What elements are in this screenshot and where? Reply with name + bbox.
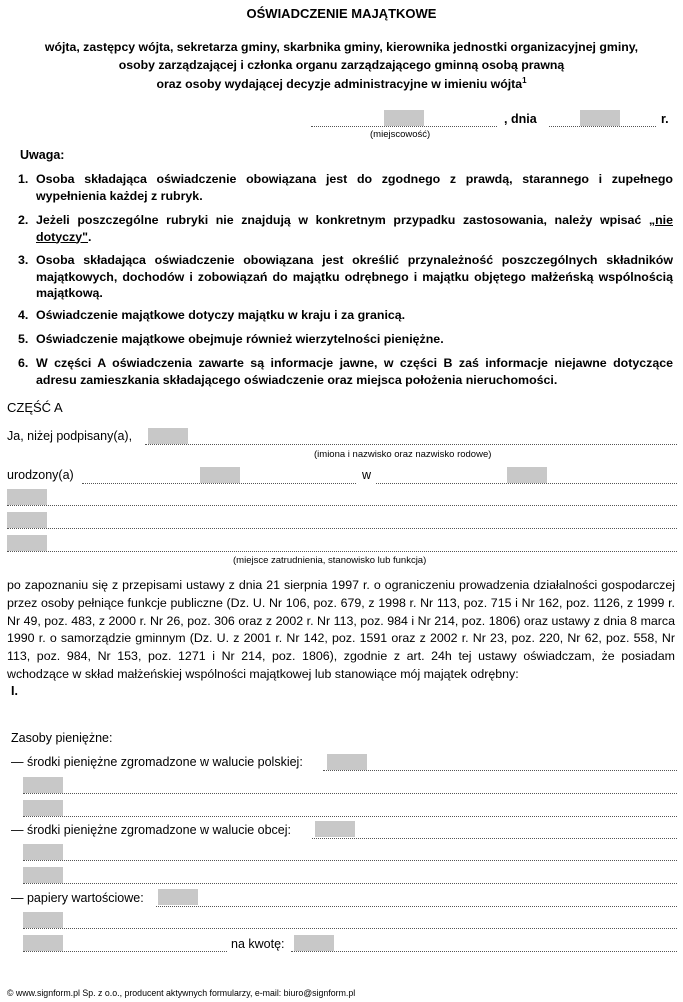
securities-input-2[interactable] [23, 912, 63, 928]
uwaga-label: Uwaga: [20, 148, 65, 162]
note-4-text: Oświadczenie majątkowe dotyczy majątku w kraju i za granicą. [36, 308, 406, 322]
employment-line-2 [7, 528, 677, 529]
pln-line-2 [23, 793, 677, 794]
place-caption: (miejscowość) [370, 129, 431, 140]
name-caption: (imiona i nazwisko oraz nazwisko rodowe) [314, 449, 492, 460]
pln-input-2[interactable] [23, 777, 63, 793]
securities-line-2 [23, 928, 677, 929]
foreign-line-2 [23, 860, 677, 861]
note-6-text: W części A oświadczenia zawarte są informacje jawne, w części B zaś informacje niejawne dotyczące adresu zamieszkania składającego oświadczenie oraz miejsca położenia nieruchomości. [36, 356, 673, 387]
born-place-line [376, 483, 677, 484]
amount-input[interactable] [294, 935, 334, 951]
note-1-num: 1. [18, 172, 29, 186]
note-2-body [36, 212, 673, 245]
cash-label: Zasoby pieniężne: [11, 731, 113, 745]
note-2-num: 2. [18, 213, 29, 227]
note-5-num: 5. [18, 332, 29, 346]
securities-input[interactable] [158, 889, 198, 905]
pln-line-3 [23, 816, 677, 817]
note-6 [18, 355, 673, 388]
note-3-num: 3. [18, 253, 29, 267]
subtitle-line-2: osoby zarządzającej i członka organu zarządzającego gminną osobą prawną [118, 58, 565, 72]
date-label: , dnia [504, 112, 537, 126]
note-2-emphasis: „nie dotyczy" [36, 213, 673, 244]
name-label: Ja, niżej podpisany(a), [7, 429, 133, 443]
note-6-num: 6. [18, 356, 29, 370]
place-input[interactable] [384, 110, 424, 126]
note-5-text: Oświadczenie majątkowe obejmuje również wierzytelności pieniężne. [36, 332, 444, 346]
footnote-marker: 1 [522, 76, 527, 85]
born-date-input[interactable] [200, 467, 240, 483]
note-2 [18, 212, 673, 245]
date-line [549, 126, 656, 127]
note-5 [18, 331, 673, 348]
foreign-line-3 [23, 883, 677, 884]
foreign-input-3[interactable] [23, 867, 63, 883]
securities-line [156, 906, 677, 907]
foreign-input[interactable] [315, 821, 355, 837]
born-date-line [82, 483, 356, 484]
note-2-after: . [88, 229, 92, 244]
pln-input-3[interactable] [23, 800, 63, 816]
employment-caption: (miejsce zatrudnienia, stanowisko lub funkcja) [233, 555, 427, 566]
born-label: urodzony(a) [7, 468, 74, 482]
footer-text: © www.signform.pl Sp. z o.o., producent aktywnych formularzy, e-mail: biuro@signform.pl [7, 988, 356, 998]
note-4-num: 4. [18, 308, 29, 322]
securities-input-3[interactable] [23, 935, 63, 951]
employment-line-3 [7, 551, 677, 552]
subtitle-line-1: wójta, zastępcy wójta, sekretarza gminy, skarbnika gminy, kierownika jednostki organizacyjnej gminy, [44, 40, 639, 54]
employment-line-1 [7, 505, 677, 506]
part-a-heading: CZĘŚĆ A [7, 400, 63, 415]
amount-line [291, 951, 677, 952]
legal-declaration: po zapoznaniu się z przepisami ustawy z dnia 21 sierpnia 1997 r. o ograniczeniu prowadzenia działalności gospodarczej przez osoby pełniące funkcje publiczne (Dz. U. Nr 106, poz. 679, z 1998 r. Nr 113, poz. 715 i Nr 162, poz. 1126, z 1999 r. Nr 49, poz. 483, z 2000 r. Nr 26, poz. 306 oraz z 2002 r. Nr 113, poz. 984 i Nr 214, poz. 1806) oraz ustawy z dnia 8 marca 1990 r. o samorządzie gminnym (Dz. U. z 2001 r. Nr 142, poz. 1591 oraz z 2002 r. Nr 23, poz. 220, Nr 62, poz. 558, Nr 113, poz. 984, Nr 153, poz. 1271 i Nr 214, poz. 1806), zgodnie z art. 24h tej ustawy oświadczam, że posiadam wchodzące w skład małżeńskiej wspólności majątkowej lub stanowiące mój majątek odrębny: [7, 578, 675, 681]
foreign-line [312, 838, 677, 839]
employment-input-2[interactable] [7, 512, 47, 528]
foreign-label: — środki pieniężne zgromadzone w walucie obcej: [11, 823, 292, 837]
note-1 [18, 171, 673, 204]
name-line [145, 444, 677, 445]
pln-label: — środki pieniężne zgromadzone w walucie polskiej: [11, 755, 303, 769]
amount-label: na kwotę: [231, 937, 285, 951]
note-1-text: Osoba składająca oświadczenie obowiązana jest do zgodnego z prawdą, starannego i zupełnego wypełnienia każdej z rubryk. [36, 172, 673, 203]
born-place-input[interactable] [507, 467, 547, 483]
document-title: OŚWIADCZENIE MAJĄTKOWE [246, 6, 437, 21]
subtitle-line-3 [0, 76, 683, 91]
pln-input[interactable] [327, 754, 367, 770]
pln-line [323, 770, 677, 771]
foreign-input-2[interactable] [23, 844, 63, 860]
name-input[interactable] [148, 428, 188, 444]
born-in-label: w [362, 468, 372, 482]
employment-input-3[interactable] [7, 535, 47, 551]
note-4 [18, 307, 673, 324]
date-input[interactable] [580, 110, 620, 126]
securities-line-3 [23, 951, 227, 952]
subtitle-line-3-text: oraz osoby wydającej decyzje administracyjne w imieniu wójta [156, 77, 523, 92]
place-line [311, 126, 497, 127]
employment-input-1[interactable] [7, 489, 47, 505]
note-3 [18, 252, 673, 302]
note-2-text: Jeżeli poszczególne rubryki nie znajdują w konkretnym przypadku zastosowania, należy wpisać [36, 213, 649, 227]
section-i-heading: I. [11, 684, 18, 698]
year-suffix: r. [661, 112, 669, 126]
note-3-text: Osoba składająca oświadczenie obowiązana jest określić przynależność poszczególnych składników majątkowych, dochodów i zobowiązań do majątku odrębnego i majątku objętego małżeńską wspólnością majątkową. [36, 253, 673, 300]
securities-label: — papiery wartościowe: [11, 891, 144, 905]
